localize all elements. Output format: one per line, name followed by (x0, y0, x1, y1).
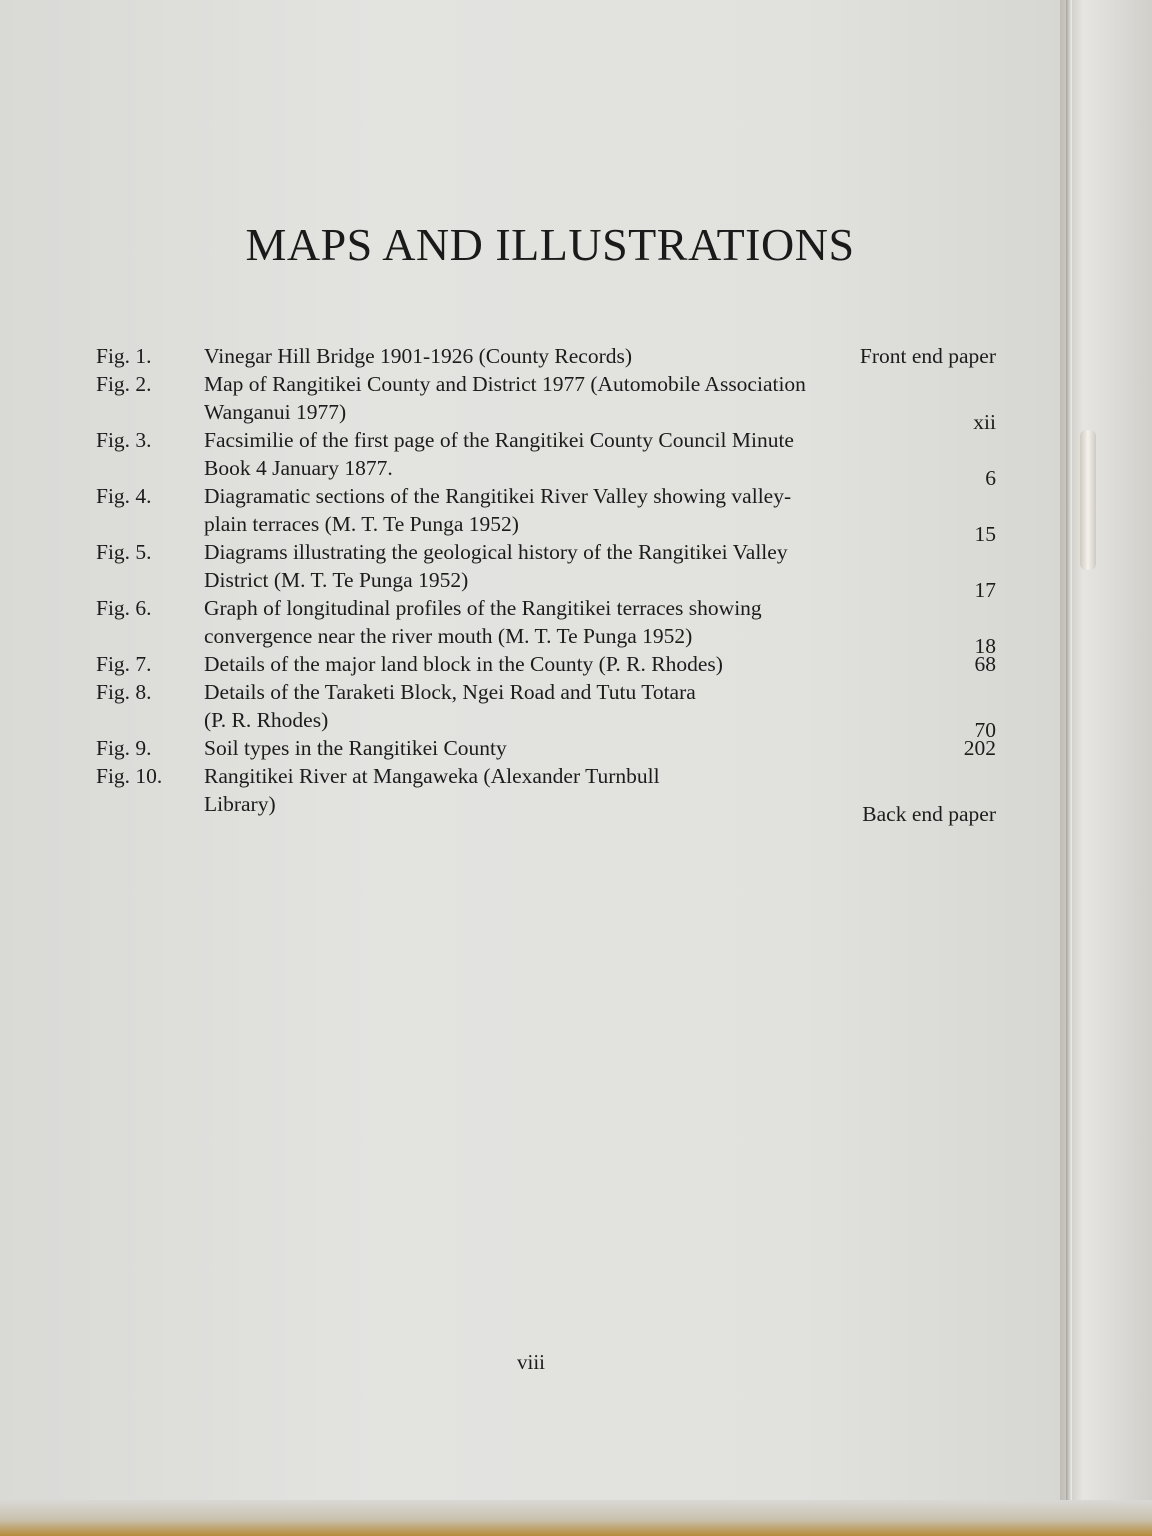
list-item (96, 482, 996, 546)
list-item (96, 734, 996, 762)
figure-caption: Vinegar Hill Bridge 1901-1926 (County Records) (204, 344, 633, 368)
page-reference: 68 (974, 652, 996, 676)
list-item (96, 594, 996, 658)
facing-page-edge (1060, 0, 1152, 1536)
list-item (96, 426, 996, 490)
list-item (96, 650, 996, 678)
page-reference: 70 (974, 718, 996, 742)
figure-number: Fig. 1. (96, 344, 152, 368)
figure-number: Fig. 6. (96, 596, 152, 620)
figure-number: Fig. 5. (96, 540, 152, 564)
page-title: MAPS AND ILLUSTRATIONS (245, 219, 855, 270)
page-reference: 18 (974, 634, 996, 658)
figure-caption: Soil types in the Rangitikei County (204, 736, 507, 760)
page-number: viii (516, 1350, 545, 1374)
figure-caption: Details of the Taraketi Block, Ngei Road and Tutu Totara (P. R. Rhodes) (204, 680, 696, 732)
binding-thread (1080, 430, 1096, 570)
figure-caption: Rangitikei River at Mangaweka (Alexander Turnbull Library) (204, 764, 660, 816)
figure-caption: Diagrams illustrating the geological history of the Rangitikei Valley District (M. T. Te Punga 1952) (204, 540, 788, 592)
page-reference: Back end paper (862, 802, 996, 826)
page-reference: 17 (974, 578, 996, 602)
figure-caption: Facsimilie of the first page of the Rangitikei County Council Minute Book 4 January 1877. (204, 428, 794, 480)
figure-number: Fig. 7. (96, 652, 152, 676)
figure-number: Fig. 4. (96, 484, 152, 508)
figure-number: Fig. 2. (96, 372, 152, 396)
page-stack-edge (0, 1500, 1152, 1536)
list-item (96, 678, 996, 742)
illustrations-list (96, 342, 996, 826)
page-reference: 15 (974, 522, 996, 546)
list-item (96, 762, 996, 826)
page-reference: xii (973, 410, 996, 434)
list-item (96, 342, 996, 370)
list-item (96, 538, 996, 602)
figure-caption: Diagramatic sections of the Rangitikei River Valley showing valley- plain terraces (M. T. Te Punga 1952) (204, 484, 792, 536)
list-item (96, 370, 996, 434)
page-reference: 6 (985, 466, 996, 490)
page-reference: 202 (963, 736, 996, 760)
figure-caption: Map of Rangitikei County and District 1977 (Automobile Association Wanganui 1977) (204, 372, 806, 424)
figure-number: Fig. 10. (96, 764, 163, 788)
figure-number: Fig. 9. (96, 736, 152, 760)
figure-number: Fig. 3. (96, 428, 152, 452)
figure-caption: Details of the major land block in the County (P. R. Rhodes) (204, 652, 723, 676)
page-reference: Front end paper (859, 344, 996, 368)
page-gutter-shadow (1066, 0, 1072, 1536)
figure-caption: Graph of longitudinal profiles of the Rangitikei terraces showing convergence near the river mouth (M. T. Te Punga 1952) (204, 596, 762, 648)
figure-number: Fig. 8. (96, 680, 152, 704)
